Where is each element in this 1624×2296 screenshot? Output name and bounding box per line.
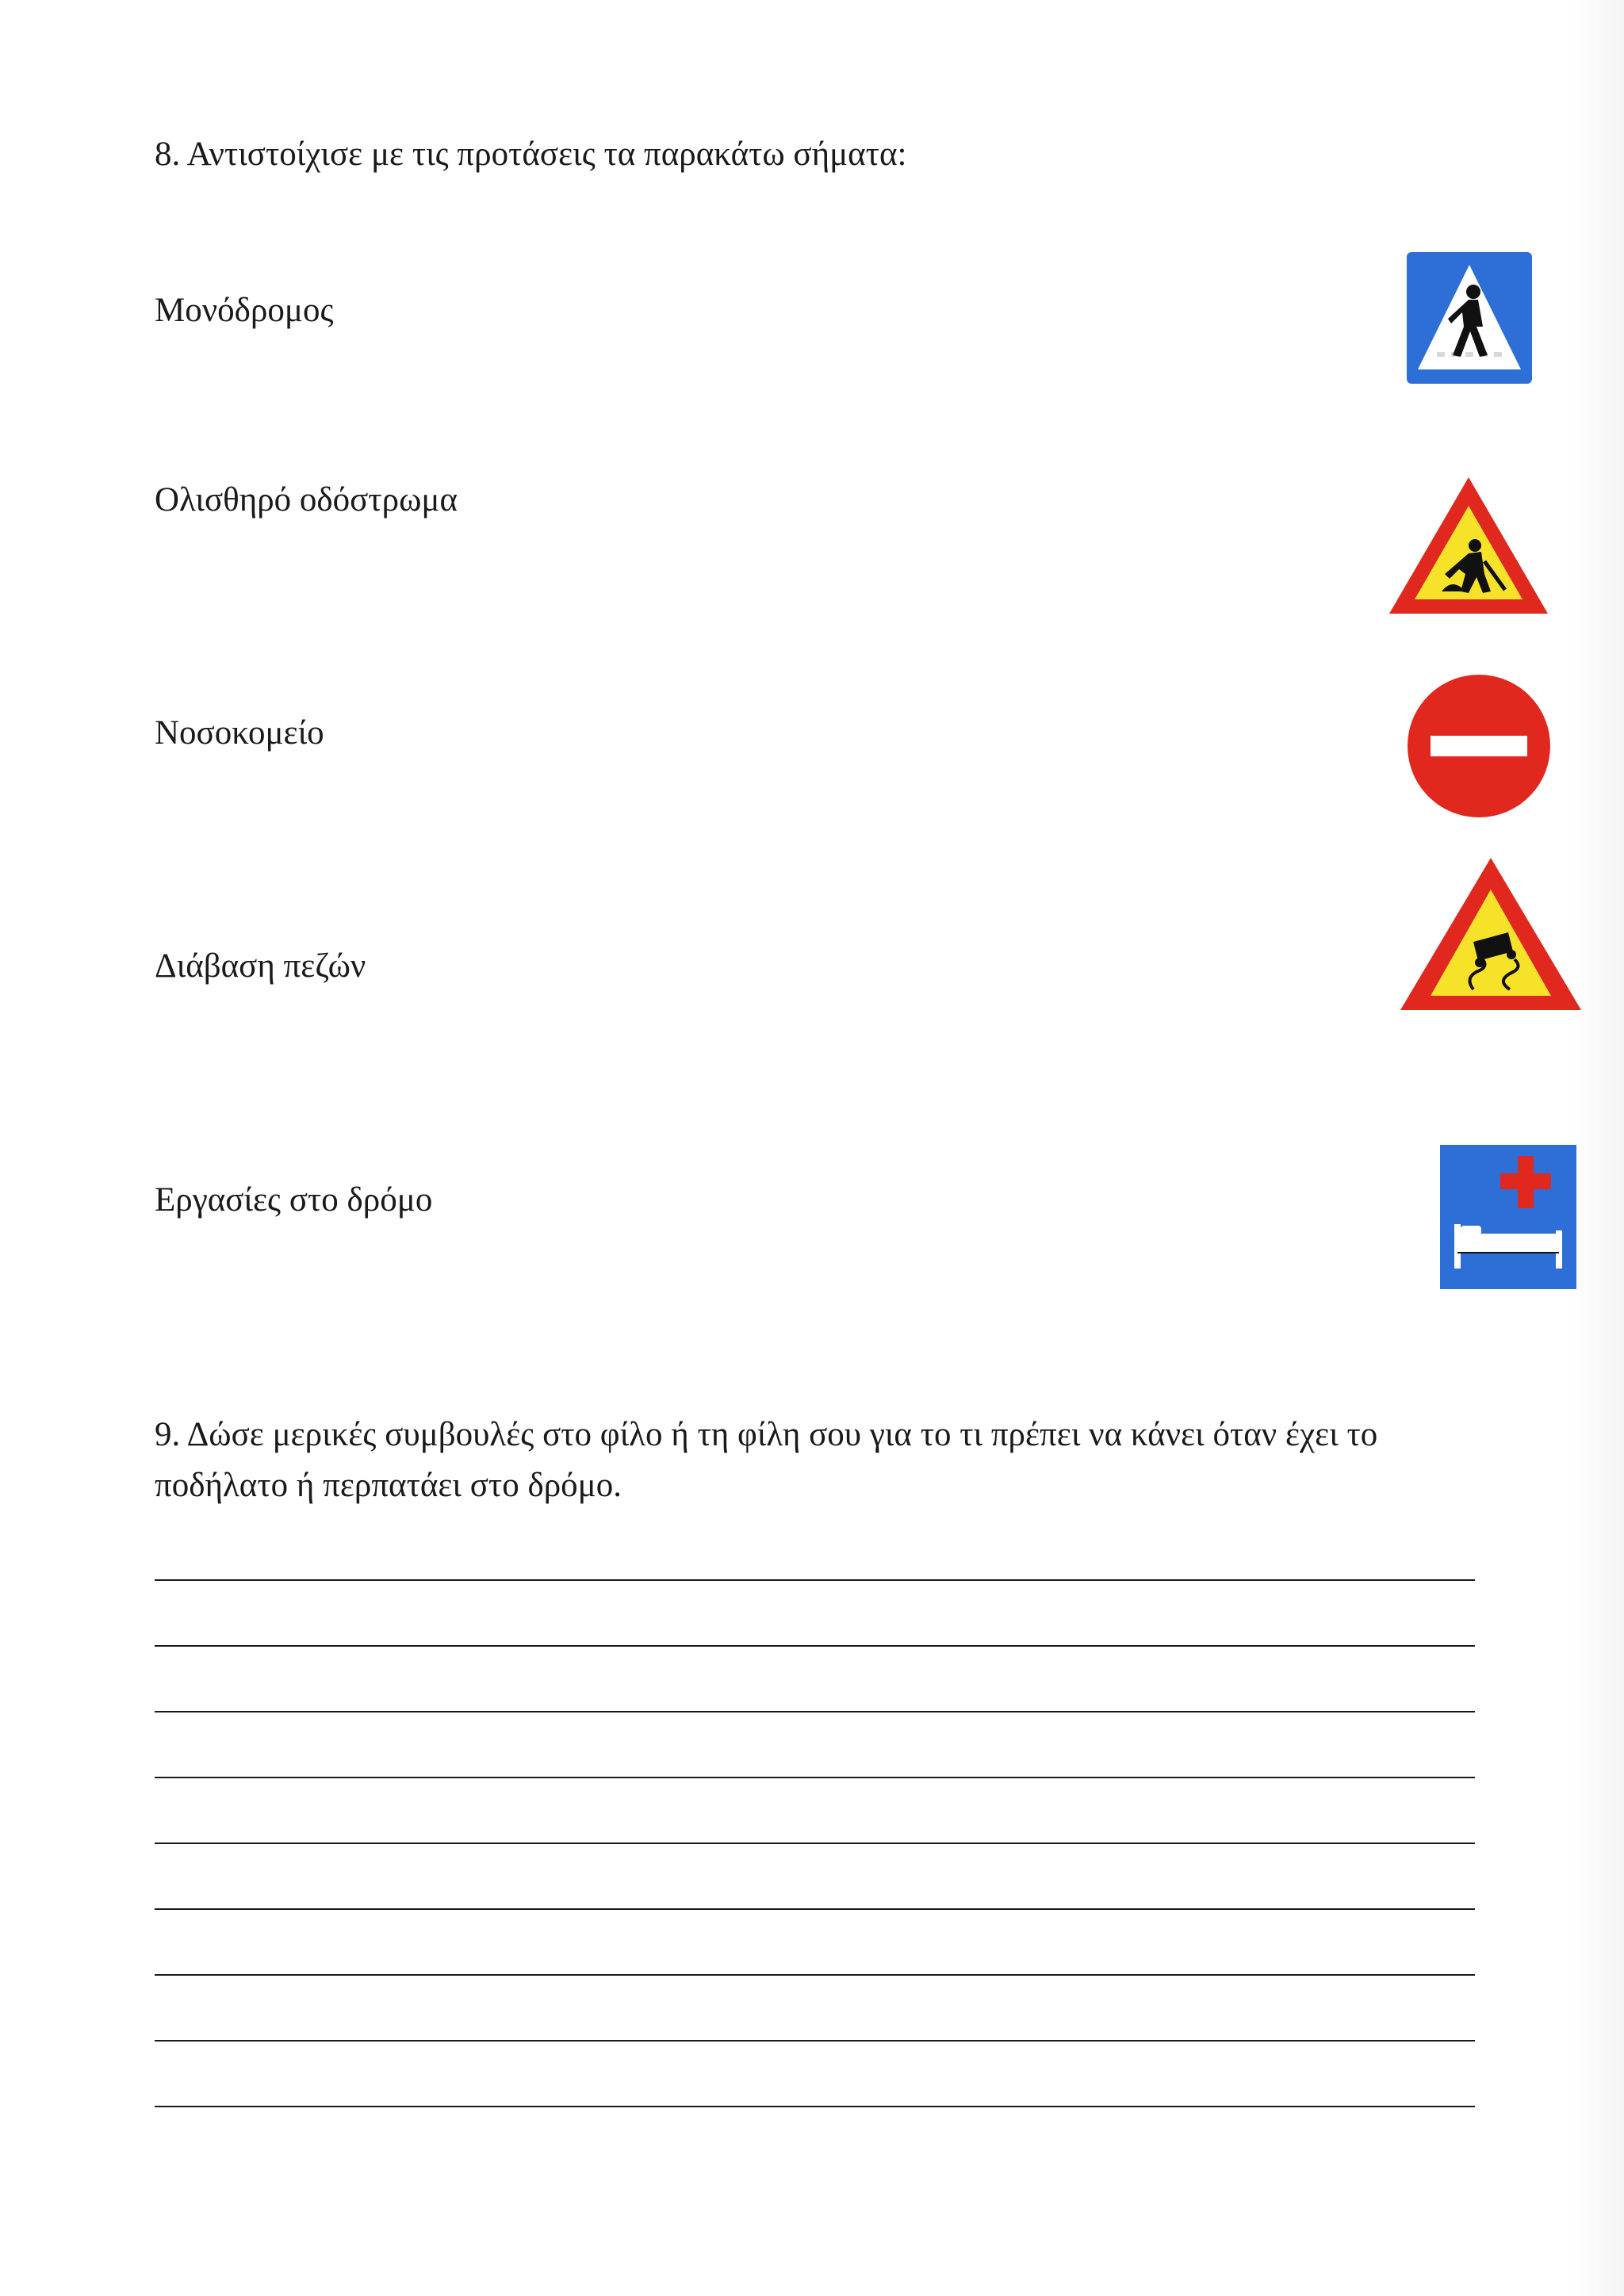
match-item-slippery-road: Ολισθηρό οδόστρωμα — [155, 481, 458, 519]
match-item-roadworks: Εργασίες στο δρόμο — [155, 1181, 433, 1219]
roadworks-sign-icon — [1386, 473, 1551, 618]
hospital-sign-icon — [1440, 1145, 1576, 1289]
question-9-text: 9. Δώσε μερικές συμβουλές στο φίλο ή τη φίλη σου για το τι πρέπει να κάνει όταν έχει το ποδήλατο ή περπατάει στο δρόμο. — [155, 1416, 1378, 1504]
no-entry-sign-icon — [1405, 672, 1553, 820]
answer-lines — [155, 1579, 1475, 2110]
answer-line[interactable] — [155, 2040, 1475, 2042]
answer-line[interactable] — [155, 1579, 1475, 1581]
answer-line[interactable] — [155, 1908, 1475, 1910]
match-item-pedestrian-crossing: Διάβαση πεζών — [155, 947, 366, 985]
slippery-road-sign-icon — [1397, 853, 1584, 1015]
answer-line[interactable] — [155, 1645, 1475, 1647]
page-edge-shade — [1570, 0, 1624, 2296]
answer-line[interactable] — [155, 1711, 1475, 1712]
question-8-title: 8. Αντιστοίχισε με τις προτάσεις τα παρακάτω σήματα: — [155, 136, 907, 173]
answer-line[interactable] — [155, 1777, 1475, 1778]
answer-line[interactable] — [155, 2106, 1475, 2107]
match-item-one-way: Μονόδρομος — [155, 292, 334, 329]
answer-line[interactable] — [155, 1974, 1475, 1976]
answer-line[interactable] — [155, 1843, 1475, 1844]
pedestrian-crossing-sign-icon — [1405, 251, 1534, 385]
match-item-hospital: Νοσοκομείο — [155, 714, 324, 752]
